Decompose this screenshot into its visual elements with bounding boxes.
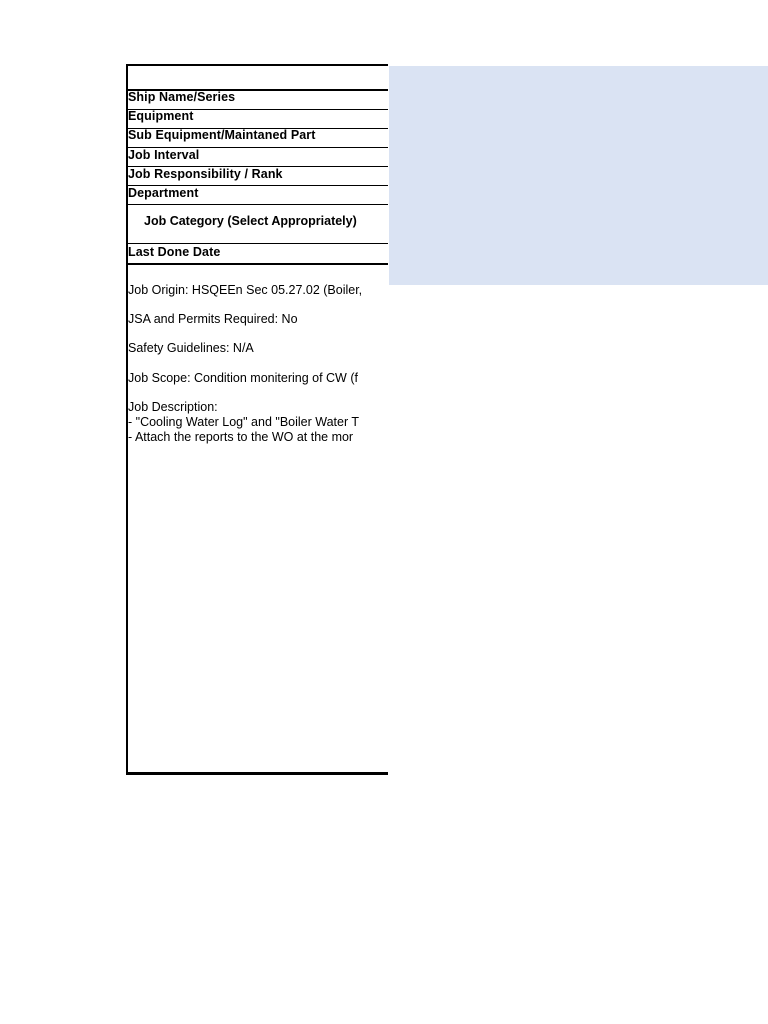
jsa-text: JSA and Permits Required: No bbox=[128, 312, 298, 326]
equipment-label: Equipment bbox=[128, 109, 194, 123]
job-description-title: Job Description: bbox=[128, 400, 218, 414]
job-interval-label: Job Interval bbox=[128, 148, 200, 162]
last-done-date-label: Last Done Date bbox=[128, 245, 221, 259]
job-description-line: - "Cooling Water Log" and "Boiler Water T bbox=[128, 415, 359, 429]
job-category-label: Job Category (Select Appropriately) bbox=[144, 214, 357, 228]
job-description-line: - Attach the reports to the WO at the mor bbox=[128, 430, 354, 444]
top-border bbox=[126, 64, 388, 66]
job-scope-text: Job Scope: Condition monitering of CW (f bbox=[128, 371, 358, 385]
row-divider bbox=[126, 243, 388, 244]
job-card-sheet bbox=[126, 64, 388, 775]
job-responsibility-label: Job Responsibility / Rank bbox=[128, 167, 283, 181]
sub-equipment-label: Sub Equipment/Maintaned Part bbox=[128, 128, 316, 142]
bottom-border bbox=[126, 772, 388, 775]
value-cells-area[interactable] bbox=[389, 66, 768, 285]
department-label: Department bbox=[128, 186, 199, 200]
ship-name-label: Ship Name/Series bbox=[128, 90, 236, 104]
job-origin-text: Job Origin: HSQEEn Sec 05.27.02 (Boiler, bbox=[128, 283, 363, 297]
row-divider bbox=[126, 204, 388, 205]
row-divider bbox=[126, 263, 388, 265]
safety-guidelines-text: Safety Guidelines: N/A bbox=[128, 341, 254, 355]
